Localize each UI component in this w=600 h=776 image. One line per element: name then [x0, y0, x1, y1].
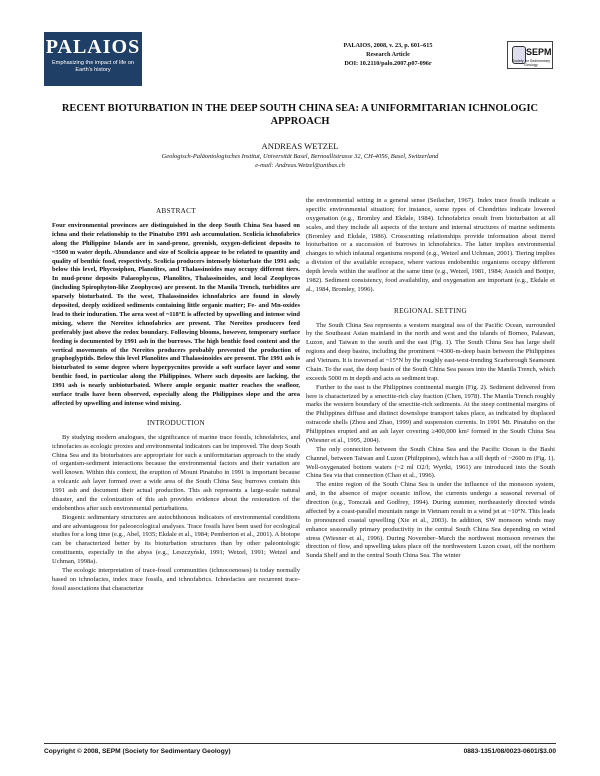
article-title: RECENT BIOTURBATION IN THE DEEP SOUTH CHINA SEA: A UNIFORMITARIAN ICHNOLOGIC APPROACH	[61, 103, 539, 127]
regional-paragraph: The entire region of the South China Sea is under the influence of the monsoon system, and, in the absence of major oceanic inflow, the currents undergo a seasonal reversal of direction (e.g., Tomczak and Godfrey, 1994). During summer, northeasterly directed winds affected by a coast-parallel mountain range in Vietnam result in a wind jet at ~10°N. This leads to pronounced coastal upwelling (Xie et al., 2003). In addition, SW monsoon winds may enhance seasonally primary productivity in the central South China Sea depending on wind stress (Wiesner et al., 1996). During November–March the northwest monsoon reverses the direction of flow, and upwelling takes place off the northwestern Luzon coast, off the northern Sunda Shelf and in the central South China Sea. The winter	[306, 481, 555, 560]
journal-line: PALAIOS, 2008, v. 23, p. 601–615	[343, 42, 433, 49]
intro-paragraph: The ecologic interpretation of trace-fossil communities (ichnocoenoses) is today normally based on ichnofacies, index trace fossils, and ichnofabrics. Ichnofacies are recurrent trace-fossil associations that characterize	[52, 566, 300, 592]
doi[interactable]: DOI: 10.2110/palo.2007.p07-096r	[344, 60, 432, 67]
abstract-heading: ABSTRACT	[156, 207, 196, 215]
intro-paragraph: Biogenic sedimentary structures are autochthonous indicators of environmental conditions and are advantageous for paleoecological analyses. Trace fossils have been used for ecological studies for a long time (e.g., Abel, 1935; Ekdale et al., 1984; Pemberton et al., 2001). A biotope can be characterized better by its bioturbation structures than by other paleontologic constituents, especially in the abyss (e.g., Leszczyński, 1991; Wetzel, 1991; Wetzel and Uchman, 1998a).	[52, 513, 300, 566]
article-type: Research Article	[366, 51, 410, 58]
intro-paragraph: By studying modern analogues, the significance of marine trace fossils, ichnofabrics, and ichnofacies as ecologic proxies and environmental indicators can be improved. The deep South China Sea and its bioturbators are appropriate for such a uniformitarian approach to the study of organism-sediment interactions because the environmental factors and their variation are well known. Within this context, the eruption of Mount Pinatubo in 1991 is important because a volcanic ash layer formed over a wide area of the South China Sea; burrows contain this 1991 ash and document their actual production. This ash represents a large-scale natural disaster, and the colonization of this ash provides evidence about the restoration of the endobenthos after such environmental perturbations.	[52, 433, 300, 512]
author-email[interactable]: e-mail: Andreas.Wetzel@unibas.ch	[255, 162, 345, 169]
sepm-logo	[507, 41, 553, 69]
regional-paragraph: Further to the east is the Philippines continental margin (Fig. 2). Sediment delivered from here is characterized by a smectite-rich clay fraction (Chen, 1978). The Manila Trench roughly marks the western boundary of the smectite-rich sediments. At the steep continental margins of the Philippines diffuse and distinct downslope transport takes place, as indicated by displaced ostracode shells (Zhou and Zhao, 1999) and suspension currents. In 1991 Mt. Pinatubo on the Philippines erupted and an ash layer covering ≥400,000 km² formed in the South China Sea (Wiesner et al., 1995, 2004).	[306, 383, 555, 444]
left-column	[52, 200, 300, 594]
sepm-subtitle: Society for Sedimentary Geology	[511, 59, 551, 67]
issn: 0883-1351/08/0023-0601/$3.00	[463, 748, 556, 755]
logo-word: PALAIOS	[45, 36, 141, 58]
right-column	[306, 197, 555, 561]
affiliation-line: Geologisch-Paläontologisches Institut, Universität Basel, Bernoullistrasse 32, CH-4056, Basel, Switzerland	[161, 153, 439, 160]
regional-setting-heading: REGIONAL SETTING	[393, 306, 467, 315]
abstract-text: Four environmental provinces are distinguished in the deep South China Sea based on ichna and their relationship to the Pinatubo 1991 ash accumulation. Scolicia ichnofabrics along the Philippine Islands are in sand-prone, greenish, oxygen-deficient deposits to ~3500 m water depth. Abundance and size of Scolicia appear to be related to quantity and quality of benthic food, respectively. Scolicia producers intensely bioturbate the 1991 ash; below this level, Phycosiphon, Planolites, and Thalassinoides may occupy different tiers. In mud-prone deposits Palaeophycus, Planolites, Thalassinoides, and local Zoophycos (including Spirophyton-like Zoophycos) are present. In the Manila Trench, turbidites are sparsely bioturbated. To the west, Thalassinoides ichnofabrics are found in slowly deposited, deeply oxidized sediments containing little organic matter; Fe- and Mn-oxides lead to their induration. The area west of ~118°E is affected by upwelling and intense wind mixing, where the Nereites ichnofabrics are present. The Nereites producers feed preferably just above the redox boundary. Following blooms, however, temporary surface feeding is documented by 1991 ash in the burrows. The high benthic food content and the vertical movements of the Nereites producers probably prevented the production of graphoglyptids. Below this level Planolites and Thalassinoides are present. The 1991 ash is bioturbated to some degree where hyperpycnites provide a soft surface layer and some benthic food, in particular along the Philippines. Where such deposits are lacking, the 1991 ash is nearly unbioturbated. Where ample organic matter reaches the seafloor, surface trails have been observed, especially along the Philippines slope and the area affected by upwelling and intense wind mixing.	[52, 221, 300, 407]
copyright: Copyright © 2008, SEPM (Society for Sedimentary Geology)	[44, 748, 231, 755]
journal-info	[318, 41, 458, 68]
sepm-label: SEPM	[526, 47, 552, 57]
journal-logo	[44, 32, 142, 86]
intro-continuation: the environmental setting in a general sense (Seilacher, 1967). Index trace fossils indicate a specific environmental situation; for instance, some types of Chondrites indicate lowered oxygenation (e.g., Bromley and Ekdale, 1984). Ichnofabrics result from bioturbation at all scales, and they include all aspects of the texture and internal structures of marine sediments (Bromley and Ekdale, 1986). Crosscutting relationships provide information about tiered bioturbation or a succession of burrows in ichnofabrics. The latter implies environmental changes to which infaunal organisms respond (e.g., Wetzel and Uchman, 2001). Tiering implies a division of the available ecospace, where various endobenthic organisms occupy different depth levels within the seafloor at the same time (e.g., Wetzel, 1981, 1984; Ausich and Bottjer, 1982). Sediment consistency, food availability, and oxygenation are important (e.g., Ekdale et al., 1984, Bromley, 1996).	[306, 197, 555, 293]
logo-tagline: Emphasizing the impact of life on Earth's history	[51, 60, 135, 73]
regional-paragraph: The only connection between the South China Sea and the Pacific Ocean is the Bashi Channel, between Taiwan and Luzon (Philippines), which has a sill depth of ~2600 m (Fig. 1). Well-oxygenated bottom waters (~2 ml O2/l; Wyrtki, 1961) are introduced into the South China Sea via that connection (Chao et al., 1996).	[306, 445, 555, 480]
author-name: ANDREAS WETZEL	[261, 141, 339, 151]
introduction-heading: INTRODUCTION	[147, 418, 205, 427]
regional-paragraph: The South China Sea represents a western marginal sea of the Pacific Ocean, surrounded by the Southeast Asian mainland in the north and west and the islands of Borneo, Palawan, Luzon, and Taiwan to the south and the east (Fig. 1). The South China Sea has large shelf regions and deep basins, including the prominent ~4300-m-deep basin between the Philippines and Vietnam. It is traversed at ~15°N by the roughly east-west-trending Scarborough Seamount Chain. To the east, the deep basin of the South China Sea passes into the Manila Trench, which exceeds 5000 m in depth and acts as sediment trap.	[306, 321, 555, 382]
author-affiliation	[60, 152, 540, 170]
footer-rule	[44, 743, 556, 744]
